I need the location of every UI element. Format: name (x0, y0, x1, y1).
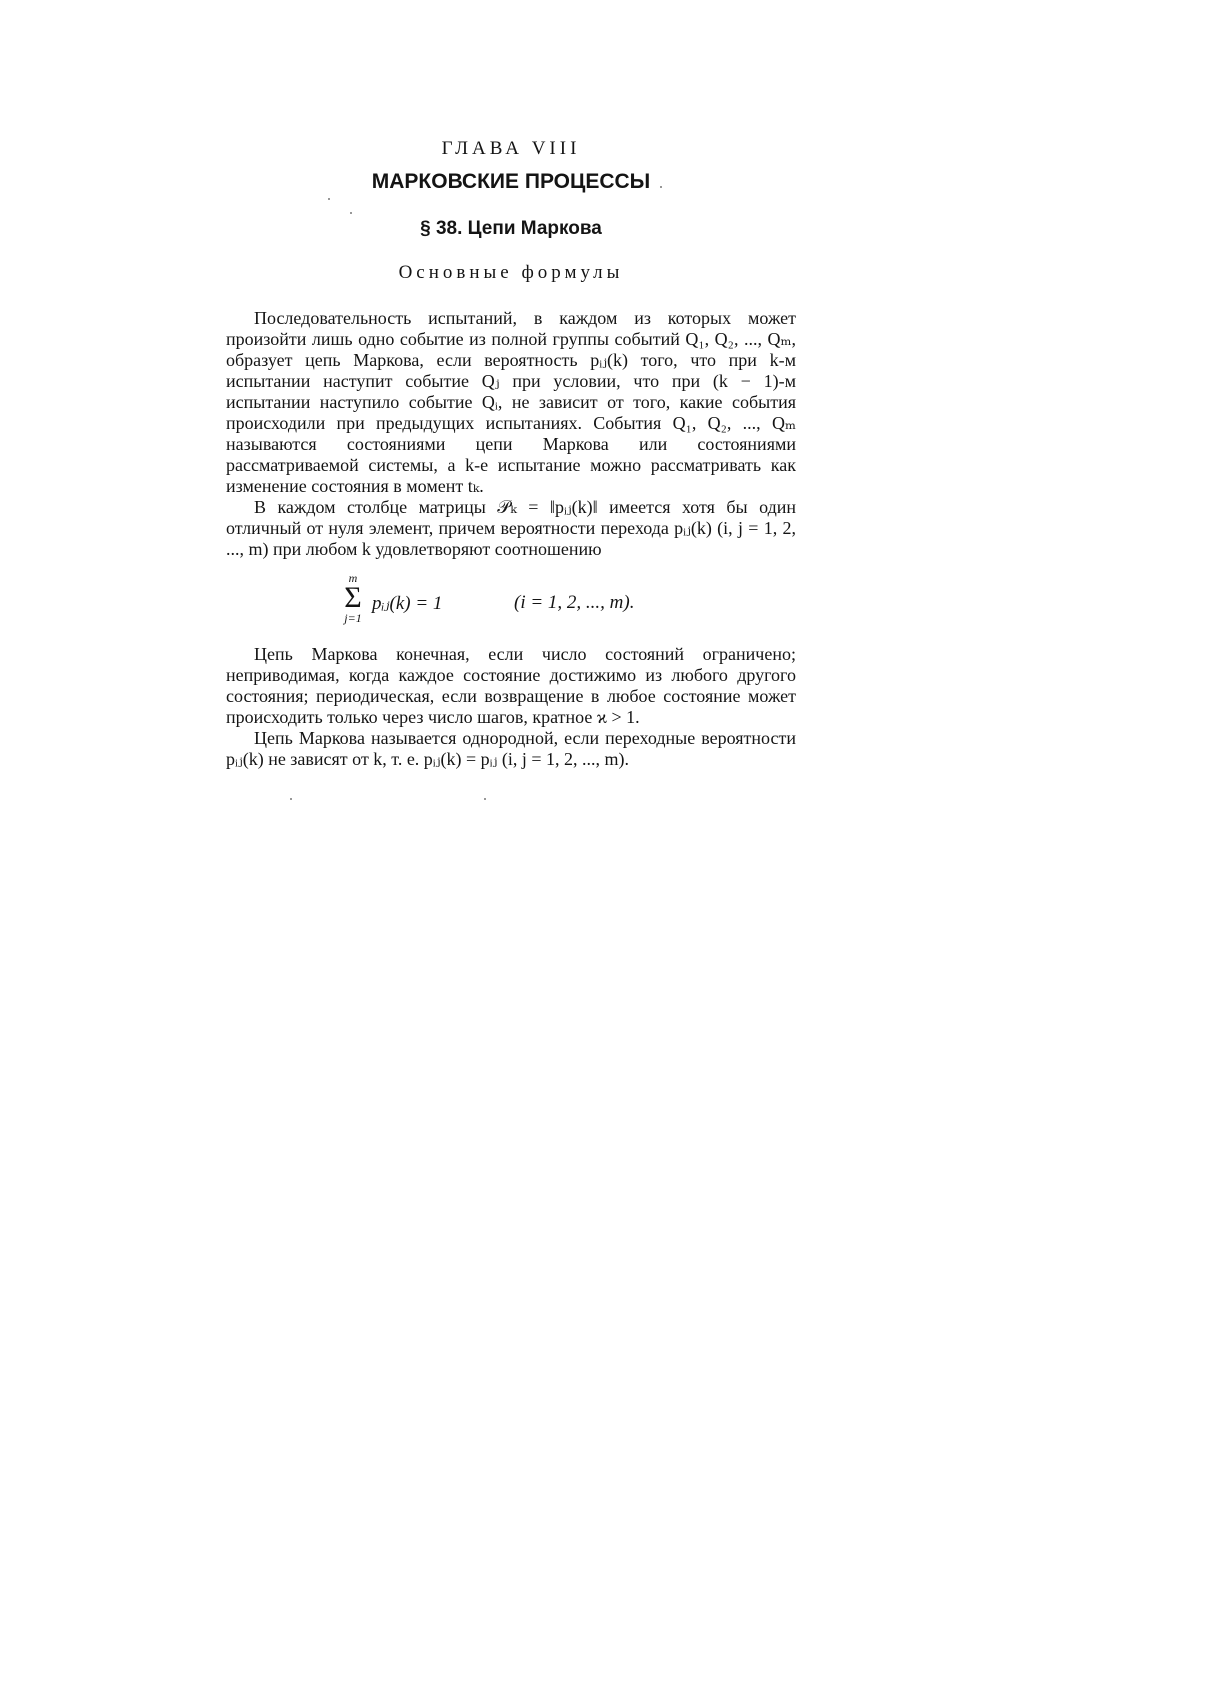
scan-speck (660, 186, 662, 188)
scan-speck (484, 798, 486, 800)
paragraph-chain-classification: Цепь Маркова конечная, если число состояний ограничено; неприводимая, когда каждое состояние достижимо из любого другого состояния; периодическая, если возвращение в любое состояние может происходить только через число шагов, кратное ϰ > 1. (226, 644, 796, 727)
sum-operator (338, 572, 368, 624)
section-subtitle: Основные формулы (398, 262, 624, 283)
paragraph-markov-chain-definition: Последовательность испытаний, в каждом из которых может произойти лишь одно событие из полной группы событий Q₁, Q₂, ..., Qₘ, образует цепь Маркова, если вероятность pᵢⱼ(k) того, что при k-м испытании наступит событие Qⱼ при условии, что при (k − 1)-м испытании наступило событие Qᵢ, не зависит от того, какие события происходили при предыдущих испытаниях. События Q₁, Q₂, ..., Qₘ называются состояниями цепи Маркова или состояниями рассматриваемой системы, а k-е испытание можно рассматривать как изменение состояния в момент tₖ. (226, 308, 796, 496)
formula-condition: (i = 1, 2, ..., m). (514, 592, 635, 613)
chapter-label: ГЛАВА VIII (441, 138, 581, 159)
scan-speck (350, 212, 352, 214)
formula-body: pᵢⱼ(k) = 1 (372, 593, 443, 614)
paragraph-transition-matrix: В каждом столбце матрицы 𝒫ₖ = ‖pᵢⱼ(k)‖ имеется хотя бы один отличный от нуля элемент, причем вероятности перехода pᵢⱼ(k) (i, j = 1, 2, ..., m) при любом k удовлетворяют соотношению (226, 497, 796, 559)
paragraph-homogeneous-chain: Цепь Маркова называется однородной, если переходные вероятности pᵢⱼ(k) не зависят от k, т. е. pᵢⱼ(k) = pᵢⱼ (i, j = 1, 2, ..., m). (226, 728, 796, 769)
scan-speck (290, 798, 292, 800)
section-title: § 38. Цепи Маркова (420, 218, 602, 239)
scan-speck (328, 198, 330, 200)
sum-upper-limit: m (348, 571, 358, 585)
text-column (226, 138, 796, 770)
chapter-title: МАРКОВСКИЕ ПРОЦЕССЫ (371, 170, 651, 193)
normalization-formula (226, 572, 796, 636)
sigma-symbol: Σ (344, 581, 362, 614)
sum-lower-limit: j=1 (344, 611, 362, 625)
